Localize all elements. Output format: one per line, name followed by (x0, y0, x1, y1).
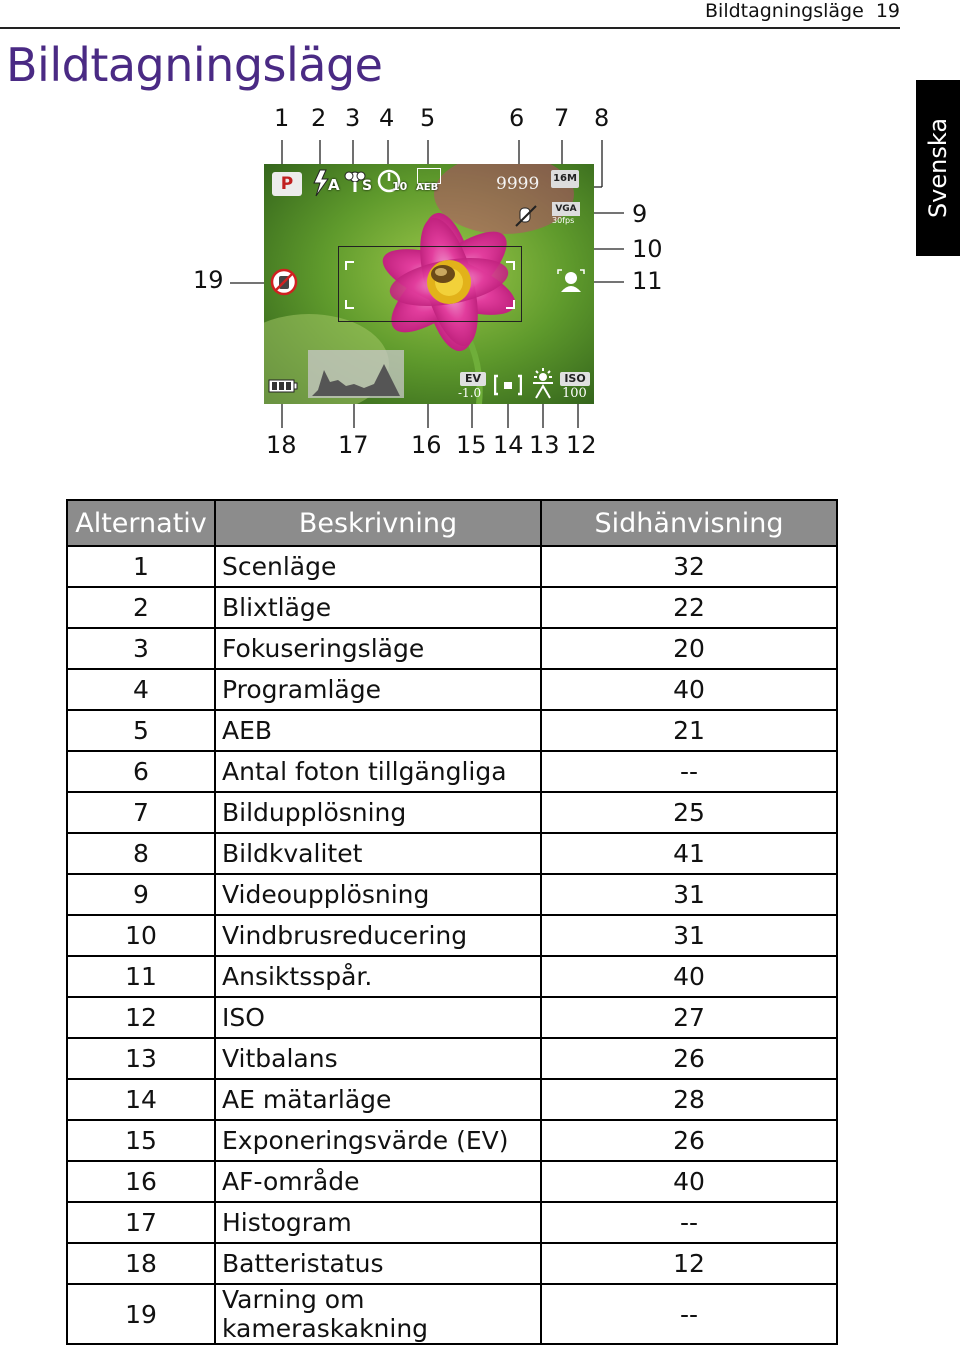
header-beskrivning: Beskrivning (215, 500, 541, 546)
shake-warning-icon (270, 268, 298, 300)
row-number: 6 (67, 751, 215, 792)
row-description: Batteristatus (215, 1243, 541, 1284)
wind-noise-icon (514, 204, 538, 232)
iso-label: ISO (560, 372, 590, 386)
battery-status-icon (268, 378, 298, 398)
callout-7: 7 (554, 104, 570, 132)
shots-remaining: 9999 (496, 174, 540, 194)
callout-8: 8 (594, 104, 610, 132)
row-number: 2 (67, 587, 215, 628)
table-row (67, 628, 837, 669)
video-fps-label: 30fps (552, 216, 575, 225)
row-number: 9 (67, 874, 215, 915)
row-description: Bildkvalitet (215, 833, 541, 874)
callout-18: 18 (266, 431, 297, 459)
table-row (67, 1243, 837, 1284)
callout-6: 6 (509, 104, 525, 132)
table-row (67, 669, 837, 710)
row-page-ref: 22 (541, 587, 837, 628)
callout-1: 1 (274, 104, 290, 132)
row-description: Varning om kameraskakning (215, 1284, 541, 1344)
table-row (67, 587, 837, 628)
row-number: 18 (67, 1243, 215, 1284)
page-number: 19 (875, 0, 900, 22)
row-number: 10 (67, 915, 215, 956)
row-number: 15 (67, 1120, 215, 1161)
row-page-ref: -- (541, 1202, 837, 1243)
row-page-ref: 31 (541, 915, 837, 956)
table-row (67, 874, 837, 915)
row-description: AF-område (215, 1161, 541, 1202)
callout-15: 15 (456, 431, 487, 459)
callout-9: 9 (632, 200, 648, 228)
ae-metering-icon (494, 372, 522, 402)
scene-mode-icon: P (272, 172, 302, 196)
callout-16: 16 (411, 431, 442, 459)
row-description: Programläge (215, 669, 541, 710)
row-page-ref: 27 (541, 997, 837, 1038)
table-body (67, 546, 837, 1344)
language-tab-label: Svenska (924, 117, 952, 219)
table-row (67, 833, 837, 874)
ev-label: EV (460, 372, 486, 386)
face-tracking-icon (556, 268, 586, 298)
row-description: Fokuseringsläge (215, 628, 541, 669)
callout-12: 12 (566, 431, 597, 459)
self-timer-label: 10 (392, 180, 408, 193)
row-description: AEB (215, 710, 541, 751)
row-description: Bildupplösning (215, 792, 541, 833)
callout-11: 11 (632, 267, 663, 295)
row-number: 7 (67, 792, 215, 833)
row-page-ref: 28 (541, 1079, 837, 1120)
header-sidhanvisning: Sidhänvisning (541, 500, 837, 546)
white-balance-icon (528, 368, 558, 404)
callout-4: 4 (379, 104, 395, 132)
callout-14: 14 (493, 431, 524, 459)
reference-table (66, 499, 838, 1345)
row-description: Scenläge (215, 546, 541, 587)
row-number: 11 (67, 956, 215, 997)
row-number: 13 (67, 1038, 215, 1079)
table-row (67, 1079, 837, 1120)
page-title: Bildtagningsläge (6, 38, 383, 92)
row-page-ref: 31 (541, 874, 837, 915)
table-row (67, 792, 837, 833)
row-number: 19 (67, 1284, 215, 1344)
row-number: 5 (67, 710, 215, 751)
row-description: Vitbalans (215, 1038, 541, 1079)
row-page-ref: 40 (541, 956, 837, 997)
table-row (67, 1284, 837, 1344)
row-page-ref: 40 (541, 669, 837, 710)
row-description: Blixtläge (215, 587, 541, 628)
callout-3: 3 (345, 104, 361, 132)
callout-2: 2 (311, 104, 327, 132)
row-number: 4 (67, 669, 215, 710)
video-resolution-badge: VGA (552, 202, 580, 216)
table-row (67, 1161, 837, 1202)
row-description: AE mätarläge (215, 1079, 541, 1120)
row-page-ref: 12 (541, 1243, 837, 1284)
table-row (67, 1202, 837, 1243)
table-row (67, 997, 837, 1038)
row-number: 3 (67, 628, 215, 669)
callout-17: 17 (338, 431, 369, 459)
callout-5: 5 (420, 104, 436, 132)
row-description: Vindbrusreducering (215, 915, 541, 956)
row-number: 1 (67, 546, 215, 587)
row-description: Exponeringsvärde (EV) (215, 1120, 541, 1161)
row-number: 16 (67, 1161, 215, 1202)
table-row (67, 915, 837, 956)
image-resolution-badge: 16M (551, 170, 579, 188)
row-page-ref: 26 (541, 1120, 837, 1161)
row-page-ref: 25 (541, 792, 837, 833)
histogram (308, 350, 404, 398)
table-header-row (67, 500, 837, 546)
row-number: 8 (67, 833, 215, 874)
ev-value: -1.0 (458, 386, 482, 400)
row-number: 12 (67, 997, 215, 1038)
row-description: Antal foton tillgängliga (215, 751, 541, 792)
row-page-ref: 40 (541, 1161, 837, 1202)
focus-mode-label: S (362, 178, 373, 194)
table-row (67, 710, 837, 751)
iso-value: 100 (562, 386, 587, 401)
flash-mode-label: A (328, 176, 340, 194)
running-header-section: Bildtagningsläge (705, 0, 864, 22)
row-page-ref: -- (541, 751, 837, 792)
callout-13: 13 (529, 431, 560, 459)
table-row (67, 1120, 837, 1161)
row-description: Histogram (215, 1202, 541, 1243)
table-row (67, 956, 837, 997)
row-description: Videoupplösning (215, 874, 541, 915)
row-page-ref: 21 (541, 710, 837, 751)
af-brackets (344, 260, 516, 310)
row-page-ref: 41 (541, 833, 837, 874)
camera-lcd-screen (264, 164, 594, 404)
header-alternativ: Alternativ (67, 500, 215, 546)
row-page-ref: 20 (541, 628, 837, 669)
row-description: Ansiktsspår. (215, 956, 541, 997)
table-row (67, 751, 837, 792)
row-number: 14 (67, 1079, 215, 1120)
row-page-ref: 32 (541, 546, 837, 587)
row-page-ref: -- (541, 1284, 837, 1344)
row-number: 17 (67, 1202, 215, 1243)
callout-10: 10 (632, 235, 663, 263)
row-description: ISO (215, 997, 541, 1038)
callout-19: 19 (193, 266, 224, 294)
table-row (67, 546, 837, 587)
aeb-label: AEB (416, 182, 439, 193)
table-row (67, 1038, 837, 1079)
row-page-ref: 26 (541, 1038, 837, 1079)
